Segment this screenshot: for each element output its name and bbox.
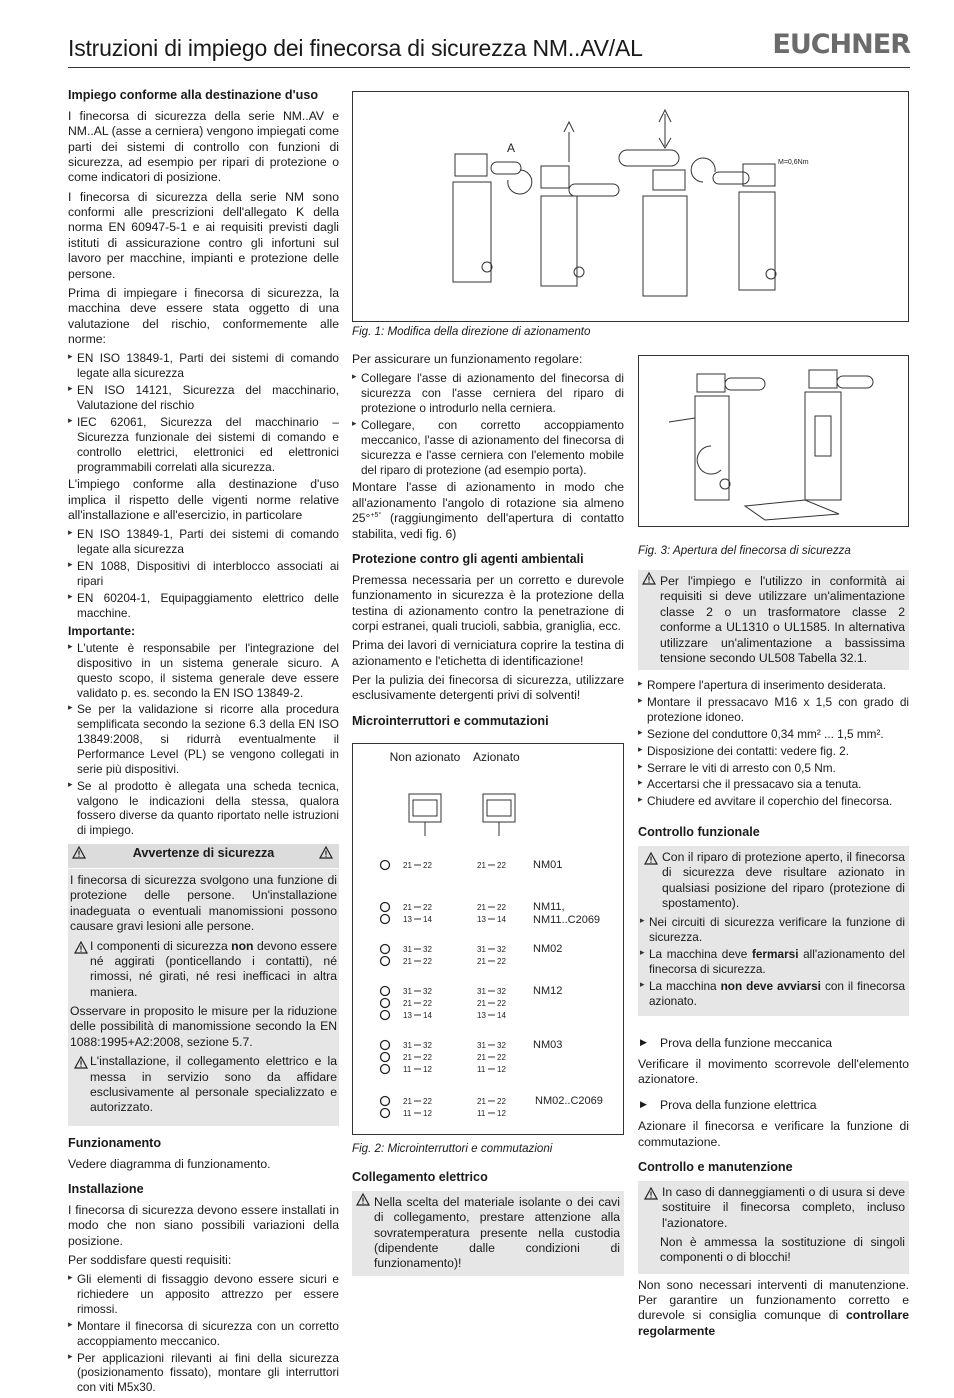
heading-manutenzione: Controllo e manutenzione [638,1159,793,1174]
page-title: Istruzioni di impiego dei finecorsa di sicurezza NM..AV/AL [68,35,643,61]
column-middle [352,352,624,735]
list-item [640,979,905,1009]
contact-number: 21 [477,861,486,870]
contact-number: 22 [497,861,506,870]
contact-number: 11 [403,1109,412,1118]
paragraph: I finecorsa di sicurezza della serie NM..AV e NM..AL (asse a cerniera) vengono impiegati come parti dei sistemi di controllo con funzioni di sicurezza, ad esempio per ripari di protezione o come indicatori di posizione. [68,108,339,185]
contact-number: 31 [403,987,412,996]
list-item: ▸ Se per la validazione si ricorre alla procedura semplificata secondo la sezione 6.3 della EN ISO 13849:2008, si ridurrà eventualmente il Performance Level (PL) se vengono collegati in serie più dispositivi. [68,702,339,776]
contact-number: 32 [497,1041,506,1050]
text: con il finecorsa azionato. [649,978,906,1008]
paragraph: Prima dei lavori di verniciatura coprire la testina di azionamento e l'etichetta di identificazione! [352,638,624,668]
column-right [638,570,909,1343]
text: devono essere né aggirati (ponticellando i contatti), né rimossi, né girati, né resi inefficaci in altra maniera. [90,938,337,999]
list-item: ▸ Nei circuiti di sicurezza verificare la funzione di sicurezza. [640,915,905,945]
mount-list [352,371,624,477]
torque-label: M=0,6Nm [778,159,809,166]
list-item: ▸ EN ISO 13849-1, Parti dei sistemi di comando legate alla sicurezza [68,527,339,557]
actuation-arrow-icon [381,1011,390,1020]
warning-triangle-icon [72,846,86,864]
contact-number: 12 [497,1065,506,1074]
list-item: ▸ EN 1088, Dispositivi di interblocco associati ai ripari [68,559,339,589]
list-item: ▸ L'utente è responsabile per l'integrazione del dispositivo in un sistema generale sicuro. A questo scopo, il sistema generale deve essere validato p. es. secondo la EN ISO 13849-2. [68,641,339,700]
switch-model-label: NM02 [533,943,563,955]
contact-number: 11 [477,1065,486,1074]
contact-number: 14 [423,1011,432,1020]
maintenance-warning [638,1181,909,1274]
contact-number: 12 [497,1109,506,1118]
switch-model-label: NM12 [533,985,563,997]
text: Per l'impiego e l'utilizzo in conformità ai requisiti si deve utilizzare un'alimentazione classe 2 o un trasformatore classe 2 conforme a UL1310 o UL1585. In alternativa utilizzare un'alimentazione a bassissima tensione secondo UL508 Tabella 32.1. [660,574,905,665]
contact-number: 14 [423,915,432,924]
text: (raggiungimento dell'apertura di contatto stabilita, vedi fig. 6) [352,511,624,541]
contact-number: 12 [423,1109,432,1118]
warning-triangle-icon [642,1186,656,1199]
text: La macchina deve [649,947,752,962]
paragraph: Non è ammessa la sostituzione di singoli componenti o di blocchi! [660,1234,905,1265]
switch-model-label: NM11, [533,901,565,913]
contact-number: 22 [497,1053,506,1062]
warning-triangle-icon [72,940,86,953]
list-item: ▸ Chiudere ed avvitare il coperchio del finecorsa. [638,794,909,809]
warning-line [640,1185,905,1231]
install-list [68,1272,339,1395]
contact-number: 22 [497,957,506,966]
contact-number: 22 [423,1053,432,1062]
contact-number: 21 [403,1053,412,1062]
contact-number: 31 [477,987,486,996]
contact-number: 22 [423,1097,432,1106]
text-bold: non deve avviarsi [720,978,821,993]
actuation-arrow-icon [381,999,390,1008]
paragraph: Verificare il movimento scorrevole dell'elemento azionatore. [638,1057,909,1087]
switch-model-label: NM03 [533,1039,563,1051]
list-item: ▸ Gli elementi di fissaggio devono essere sicuri e richiedere un apposito attrezzo per essere rimossi. [68,1272,339,1317]
warning-line [70,939,337,1001]
collegamento-section [352,1170,624,1280]
list-item: ▸ Accertarsi che il pressacavo sia a tenuta. [638,777,909,792]
contact-number: 21 [477,957,486,966]
figure-label-a: A [507,141,516,155]
list-item: ▸ Per applicazioni rilevanti ai fini della sicurezza (posizionamento fissato), montare gli interruttori con viti M5x30. [68,1351,339,1396]
actuation-arrow-icon [381,915,390,924]
switch-model-label: NM02..C2069 [535,1095,603,1107]
opening-illustration [639,356,908,526]
warning-line [70,1054,337,1116]
actuation-arrow-icon [381,1041,390,1050]
contact-number: 31 [477,1041,486,1050]
contact-number: 21 [477,999,486,1008]
actuation-arrow-icon [381,903,390,912]
wiring-list [638,678,909,809]
mechanical-test-title: ▶ Prova della funzione meccanica [638,1036,909,1051]
contact-number: 22 [497,999,506,1008]
text: L'installazione, il collegamento elettrico e la messa in servizio sono da affidare esclusivamente al personale specializzato e autorizzato. [90,1054,337,1115]
column-header-azionato: Azionato [473,750,520,764]
list-item: ▸ EN 60204-1, Equipaggiamento elettrico delle macchine. [68,591,339,621]
paragraph: Azionare il finecorsa e verificare la funzione di commutazione. [638,1119,909,1149]
contact-number: 13 [477,1011,486,1020]
switch-model-label: NM11..C2069 [533,914,601,926]
warning-triangle-icon [640,571,654,584]
contact-number: 14 [497,1011,506,1020]
actuation-arrow-icon [381,1097,390,1106]
list-item: ▸ EN ISO 13849-1, Parti dei sistemi di comando legate alla sicurezza [68,351,339,381]
heading-controllo-funzionale: Controllo funzionale [638,825,760,840]
contact-number: 32 [423,1041,432,1050]
contact-number: 32 [497,987,506,996]
actuation-arrow-icon [381,1053,390,1062]
warning-triangle-icon [642,851,656,864]
paragraph: Per soddisfare questi requisiti: [68,1252,232,1267]
paragraph: Osservare in proposito le misure per la riduzione delle possibilità di manomissione secondo la EN 1088:1995+A2:2008, sezione 5.7. [70,1004,337,1049]
text-sup: +5° [370,512,382,520]
contact-number: 13 [477,915,486,924]
figure-1-drawing [352,91,909,322]
contact-number: 21 [477,903,486,912]
contact-number: 32 [423,987,432,996]
norm-list [68,351,339,474]
heading-installazione: Installazione [68,1181,144,1196]
paragraph: I finecorsa di sicurezza della serie NM sono conformi alle prescrizioni dell'allegato K della norma EN 60947-5-1 e ai requisiti previsti dagli istituti di assicurazione contro gli infortuni sul lavoro per macchine, impianti e protezione delle persone. [68,189,339,281]
warning-triangle-icon [354,1192,368,1205]
contact-number: 21 [477,1097,486,1106]
actuation-arrow-icon [381,987,390,996]
contact-number: 21 [403,1097,412,1106]
heading-microinterruttori: Microinterruttori e commutazioni [352,713,549,728]
collegamento-warning [352,1191,624,1276]
list-item [640,947,905,977]
actuation-arrow-icon [381,1065,390,1074]
warning-triangle-icon [72,1055,86,1068]
contact-number: 32 [423,945,432,954]
safety-warning-title: Avvertenze di sicurezza [132,846,275,861]
list-item: ▸ Rompere l'apertura di inserimento desiderata. [638,678,909,693]
norm-list [68,527,339,620]
contact-number: 14 [497,915,506,924]
paragraph: I finecorsa di sicurezza devono essere installati in modo che non siano possibili variazioni della posizione. [68,1202,339,1248]
list-item: ▸ Collegare l'asse di azionamento del finecorsa di sicurezza con l'asse cerniera del riparo di protezione o introdurlo nella cerniera. [352,371,624,416]
control-list [640,915,905,1008]
contact-number: 22 [423,861,432,870]
contact-number: 31 [477,945,486,954]
figure-3-caption: Fig. 3: Apertura del finecorsa di sicurezza [638,544,851,557]
list-item: ▸ Se al prodotto è allegata una scheda tecnica, valgono le indicazioni della stessa, qualora fossero diverse da quanto riportato nelle istruzioni di impiego. [68,779,339,838]
contact-number: 11 [403,1065,412,1074]
paragraph: Vedere diagramma di funzionamento. [68,1156,271,1171]
important-list [68,641,339,838]
actuation-arrow-icon [381,861,390,870]
paragraph: I finecorsa di sicurezza svolgono una funzione di protezione delle persone. Un'installazione inadeguata o eventuali manomissioni possono causare gravi lesioni alle persone. [70,873,337,934]
paragraph: Per la pulizia dei finecorsa di sicurezza, utilizzare esclusivamente detergenti privi di solventi! [352,673,624,703]
contact-number: 21 [477,1053,486,1062]
switch-illustration [353,92,908,321]
contact-number: 32 [497,945,506,954]
figure-2-diagram [352,743,624,1135]
warning-line [640,850,905,912]
list-item: ▸ EN ISO 14121, Sicurezza del macchinario, Valutazione del rischio [68,383,339,413]
list-item: ▸ Collegare, con corretto accoppiamento meccanico, l'asse di azionamento del finecorsa di sicurezza e l'asse cerniera con l'elemento mobile del riparo di protezione (ad esempio porta). [352,418,624,477]
text: Nella scelta del materiale isolante o dei cavi di collegamento, prestare attenzione alla sovratemperatura presente nella custodia (dipendente dalle condizioni di funzionamento)! [374,1194,620,1271]
contact-number: 22 [423,957,432,966]
contact-number: 21 [403,903,412,912]
paragraph: L'impiego conforme alla destinazione d'uso implica il rispetto delle vigenti norme relative all'installazione e all'esercizio, in particolare [68,477,339,523]
text-bold: non [231,938,254,953]
paragraph: Premessa necessaria per un corretto e durevole funzionamento in sicurezza è la protezione della testina di azionamento contro la penetrazione di corpi estranei, quali trucioli, sabbia, graniglia, ecc. [352,572,624,633]
text: Non sono necessari interventi di manutenzione. Per garantire un funzionamento corretto e durevole si consiglia comunque di [638,1277,909,1323]
text: Con il riparo di protezione aperto, il finecorsa di sicurezza deve risultare azionato in qualsiasi posizione del riparo (protezione di spostamento). [662,849,905,911]
contact-number: 21 [403,957,412,966]
safety-warning-header [68,844,339,869]
list-item: ▸ Montare il pressacavo M16 x 1,5 con grado di protezione idoneo. [638,695,909,725]
list-item: ▸ Montare il finecorsa di sicurezza con un corretto accoppiamento meccanico. [68,1319,339,1349]
paragraph [638,1278,909,1340]
safety-warning-box [68,844,339,1125]
heading-impiego: Impiego conforme alla destinazione d'uso [68,88,319,102]
text: I componenti di sicurezza [90,938,232,953]
list-item: ▸ Disposizione dei contatti: vedere fig. 2. [638,744,909,759]
actuation-arrow-icon [381,945,390,954]
paragraph: Prima di impiegare i finecorsa di sicurezza, la macchina deve essere stata oggetto di una valutazione del rischio, conformemente alle norme: [68,285,339,347]
warning-triangle-icon [319,846,333,864]
text: La macchina [649,978,721,993]
page-header [68,28,910,68]
importante-label: Importante: [68,623,136,638]
paragraph [352,480,624,542]
column-left [68,88,339,1398]
heading-collegamento: Collegamento elettrico [352,1170,488,1184]
list-item: ▸ IEC 62061, Sicurezza del macchinario – Sicurezza funzionale dei sistemi di comando e controllo elettrici, elettronici ed elettronici programmabili correlati alla sicurezza. [68,415,339,474]
text-bold: controllare regolarmente [638,1308,909,1338]
ul-warning [638,570,909,670]
text: In caso di danneggiamenti o di usura si deve sostituire il finecorsa completo, incluso l'azionatore. [662,1184,905,1230]
column-header-non-azionato: Non azionato [389,750,461,764]
figure-2-caption: Fig. 2: Microinterruttori e commutazioni [352,1142,553,1155]
brand-logo: EUCHNER [772,29,910,60]
contact-number: 22 [423,999,432,1008]
figure-1-caption: Fig. 1: Modifica della direzione di azionamento [352,325,591,338]
control-box [638,846,909,1016]
contact-number: 31 [403,945,412,954]
electrical-test-title: ▶ Prova della funzione elettrica [638,1098,909,1113]
contact-number: 22 [423,903,432,912]
heading-protezione: Protezione contro gli agenti ambientali [352,551,584,566]
list-item: ▸ Serrare le viti di arresto con 0,5 Nm. [638,761,909,776]
actuation-arrow-icon [381,957,390,966]
contact-number: 22 [497,1097,506,1106]
heading-funzionamento: Funzionamento [68,1135,162,1150]
contact-number: 31 [403,1041,412,1050]
contact-number: 22 [497,903,506,912]
list-item: ▸ Sezione del conduttore 0,34 mm² ... 1,5 mm². [638,727,909,742]
contact-number: 21 [403,999,412,1008]
contact-number: 12 [423,1065,432,1074]
paragraph: Per assicurare un funzionamento regolare: [352,352,583,366]
switch-model-label: NM01 [533,859,563,871]
contact-number: 13 [403,915,412,924]
contact-number: 13 [403,1011,412,1020]
contact-number: 11 [477,1109,486,1118]
text-bold: fermarsi [751,947,799,962]
contact-number: 21 [403,861,412,870]
figure-3-drawing [638,355,909,527]
text: Montare l'asse di azionamento in modo che all'azionamento l'angolo di rotazione sia almeno 25° [352,480,624,526]
contact-diagram [353,744,623,1134]
actuation-arrow-icon [381,1109,390,1118]
text: all'azionamento del finecorsa di sicurezza. [649,947,906,977]
